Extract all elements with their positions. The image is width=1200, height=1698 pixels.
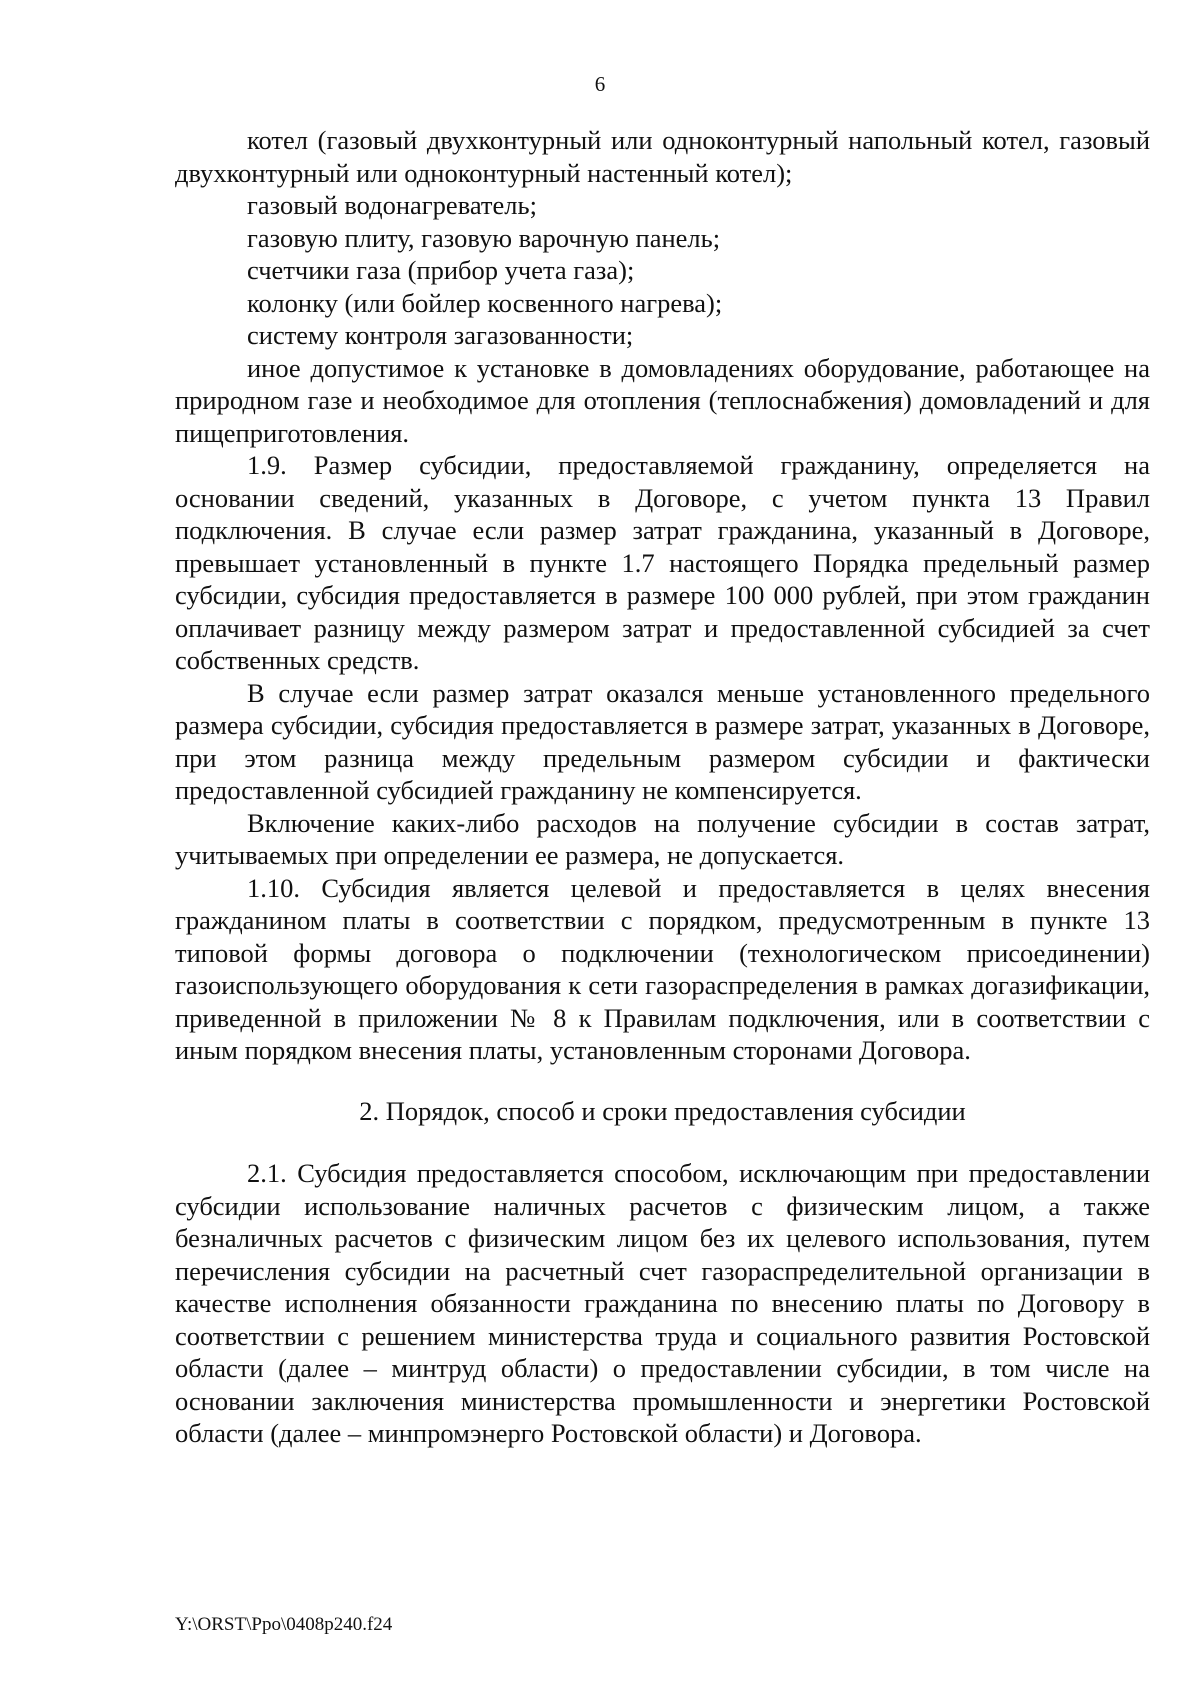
list-item: систему контроля загазованности;	[247, 320, 634, 350]
section-title: 2. Порядок, способ и сроки предоставления субсидии	[359, 1095, 966, 1126]
paragraph-1-9: 1.9. Размер субсидии, предоставляемой гражданину, определяется на основании сведений, указанных в Договоре, с учетом пункта 13 Правил подключения. В случае если размер затрат гражданина, указанный в Договоре, превышает установленный в пункте 1.7 настоящего Порядка предельный размер субсидии, субсидия предоставляется в размере 100 000 рублей, при этом гражданин оплачивает разницу между размером затрат и предоставленной субсидией за счет собственных средств.	[175, 450, 1150, 675]
paragraph-1-10: 1.10. Субсидия является целевой и предоставляется в целях внесения гражданином платы в соответствии с порядком, предусмотренным в пункте 13 типовой формы договора о подключении (технологическом присоединении) газоиспользующего оборудования к сети газораспределения в рамках догазификации, приведенной в приложении № 8 к Правилам подключения, или в соответствии с иным порядком внесения платы, установленным сторонами Договора.	[175, 872, 1150, 1065]
list-item: колонку (или бойлер косвенного нагрева);	[247, 287, 723, 318]
paragraph-costs-lower: В случае если размер затрат оказался меньше установленного предельного размера субсидии, субсидия предоставляется в размере затрат, указанных в Договоре, при этом разница между предельным размером субсидии и фактически предоставленной субсидией гражданину не компенсируется.	[175, 677, 1150, 805]
paragraph-boiler: котел (газовый двухконтурный или одноконтурный напольный котел, газовый двухконтурный или одноконтурный настенный котел);	[175, 125, 1150, 188]
paragraph-2-1: 2.1. Субсидия предоставляется способом, исключающим при предоставлении субсидии использование наличных расчетов с физическим лицом, а также безналичных расчетов с физическим лицом без их целевого использования, путем перечисления субсидии на расчетный счет газораспределительной организации в качестве исполнения обязанности гражданина по внесению платы по Договору в соответствии с решением министерства труда и социального развития Ростовской области (далее – минтруд области) о предоставлении субсидии, в том числе на основании заключения министерства промышленности и энергетики Ростовской области (далее – минпромэнерго Ростовской области) и Договора.	[175, 1158, 1150, 1448]
paragraph-other-equipment: иное допустимое к установке в домовладениях оборудование, работающее на природном газе и необходимое для отопления (теплоснабжения) домовладений и для пищеприготовления.	[175, 352, 1150, 448]
list-item: газовый водонагреватель;	[247, 190, 537, 220]
list-item: газовую плиту, газовую варочную панель;	[247, 222, 721, 253]
file-path-footer: Y:\ORST\Ppo\0408p240.f24	[175, 1614, 393, 1635]
list-item: счетчики газа (прибор учета газа);	[247, 255, 635, 285]
document-body	[175, 124, 1150, 1450]
paragraph-expenses: Включение каких-либо расходов на получение субсидии в состав затрат, учитываемых при определении ее размера, не допускается.	[175, 807, 1150, 870]
page-number: 6	[594, 72, 606, 96]
